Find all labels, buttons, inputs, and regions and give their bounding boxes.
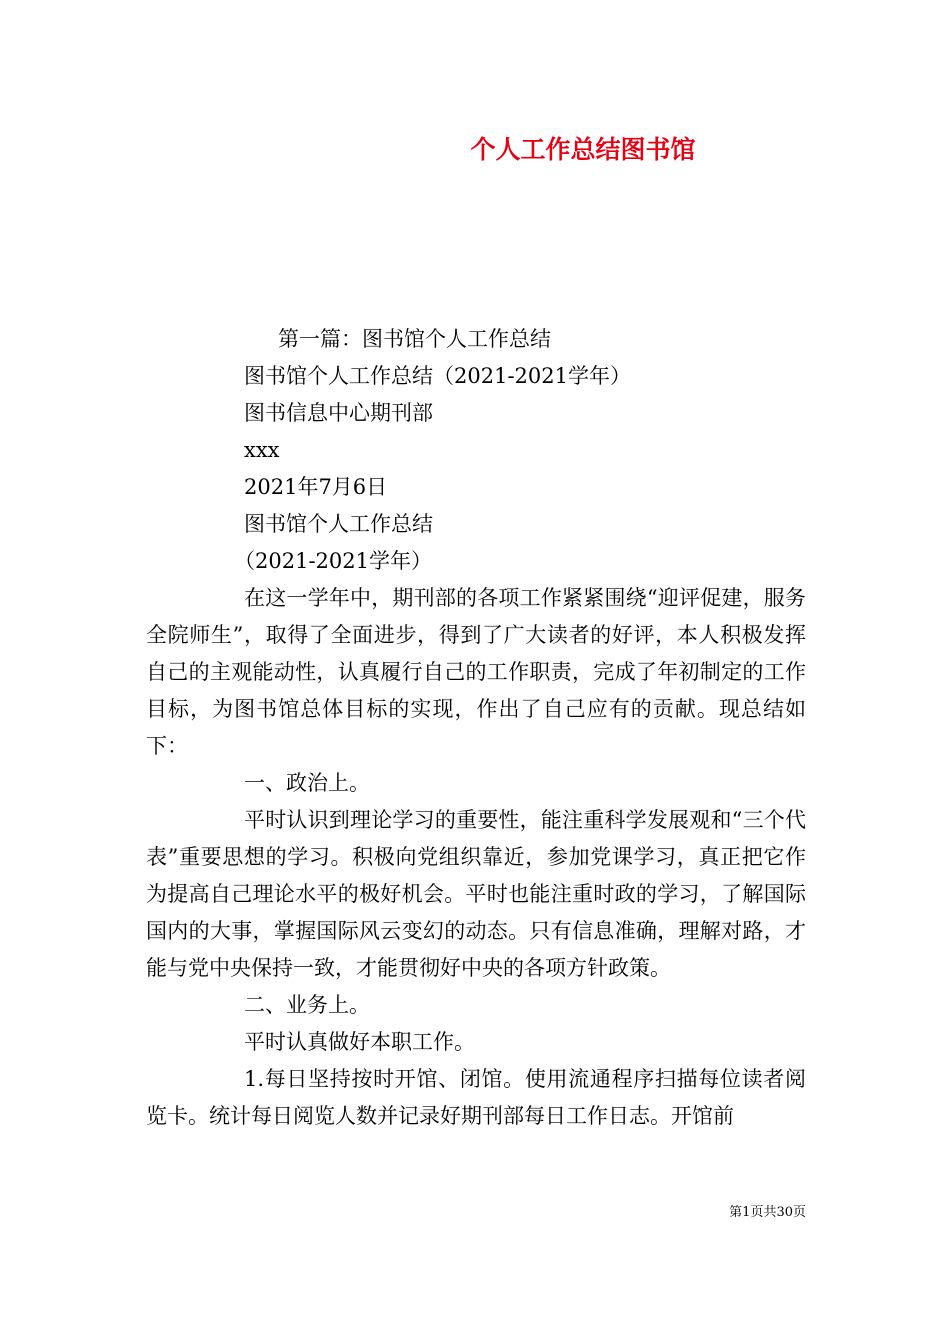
intro-paragraph: 在这一学年中，期刊部的各项工作紧紧围绕“迎评促建，服务全院师生”，取得了全面进步，得到了广大读者的好评，本人积极发挥自己的主观能动性，认真履行自己的工作职责，完成了年初制定的工作目标，为图书馆总体目标的实现，作出了自己应有的贡献。现总结如下：	[146, 586, 806, 758]
page-footer: 第1页共30页	[729, 1205, 806, 1220]
business-intro-line: 平时认真做好本职工作。	[244, 1030, 475, 1054]
document-body	[146, 321, 806, 1135]
date-line: 2021年7月6日	[244, 475, 388, 499]
author-line: xxx	[244, 438, 280, 462]
section-heading-business: 二、业务上。	[244, 993, 370, 1017]
page-title: 个人工作总结图书馆	[470, 135, 696, 164]
politics-paragraph: 平时认识到理论学习的重要性，能注重科学发展观和“三个代表”重要思想的学习。积极向党组织靠近，参加党课学习，真正把它作为提高自己理论水平的极好机会。平时也能注重时政的学习，了解国际国内的大事，掌握国际风云变幻的动态。只有信息准确，理解对路，才能与党中央保持一致，才能贯彻好中央的各项方针政策。	[146, 808, 806, 980]
section-heading-politics: 一、政治上。	[244, 771, 370, 795]
department-line: 图书信息中心期刊部	[244, 401, 433, 425]
title-repeat-line: 图书馆个人工作总结	[244, 512, 433, 536]
document-subtitle: 图书馆个人工作总结（2021-2021学年）	[244, 364, 631, 388]
business-item-1: 1.每日坚持按时开馆、闭馆。使用流通程序扫描每位读者阅览卡。统计每日阅览人数并记录好期刊部每日工作日志。开馆前	[146, 1067, 806, 1128]
chapter-heading: 第一篇：图书馆个人工作总结	[278, 327, 551, 351]
year-repeat-line: （2021-2021学年）	[234, 549, 432, 573]
